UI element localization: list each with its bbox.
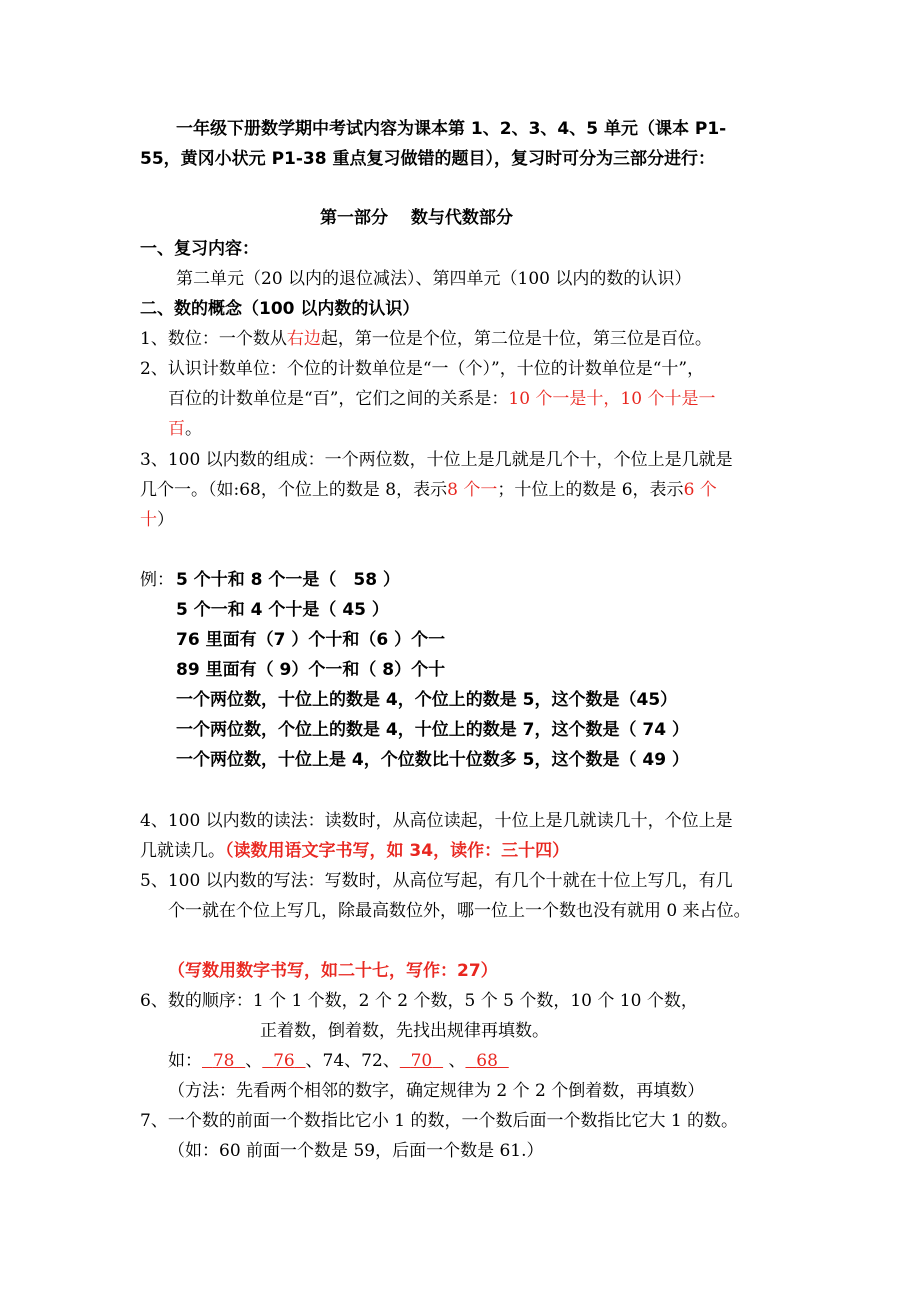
fill-blank: 68 <box>476 1051 498 1071</box>
fill-blank: 70 <box>410 1051 433 1071</box>
point-4-line-1: 4、100 以内数的读法：读数时，从高位读起，十位上是几就读几十，个位上是 <box>140 811 733 831</box>
point-3-line-3: 十） <box>140 510 174 530</box>
example-label: 例： <box>140 570 174 590</box>
point-5-line-1: 5、100 以内数的写法：写数时，从高位写起，有几个十就在十位上写几，有几 <box>140 871 733 891</box>
point-1: 1、数位：一个数从右边起，第一位是个位，第二位是十位，第三位是百位。 <box>140 329 712 349</box>
example-item: 一个两位数，十位上的数是 4，个位上的数是 5，这个数是（45） <box>176 690 678 710</box>
example-item: 76 里面有（7 ）个十和（6 ）个一 <box>176 630 446 650</box>
section-2-heading: 二、数的概念（100 以内数的认识） <box>140 299 420 319</box>
example-item: 一个两位数，个位上的数是 4，十位上的数是 7，这个数是（ 74 ） <box>176 720 689 740</box>
intro-line-2: 55，黄冈小状元 P1-38 重点复习做错的题目），复习时可分为三部分进行： <box>140 149 715 169</box>
point-6-example: 如： 78 、 76 、74、72、 70 、 68 <box>168 1050 509 1072</box>
point-5-line-2: 个一就在个位上写几，除最高数位外，哪一位上一个数也没有就用 0 来占位。 <box>168 901 751 921</box>
point-7-line-2: （如：60 前面一个数是 59，后面一个数是 61.） <box>168 1141 544 1161</box>
example-item: 一个两位数，十位上是 4，个位数比十位数多 5，这个数是（ 49 ） <box>176 750 689 770</box>
intro-line-1: 一年级下册数学期中考试内容为课本第 1、2、3、4、5 单元（课本 P1- <box>176 119 727 139</box>
example-item: 5 个一和 4 个十是（ 45 ） <box>176 600 389 620</box>
point-2-line-1: 2、认识计数单位：个位的计数单位是“一（个）”，十位的计数单位是“十”， <box>140 359 705 379</box>
section-1-heading: 一、复习内容： <box>140 239 259 259</box>
point-6-line-2: 正着数，倒着数，先找出规律再填数。 <box>260 1021 549 1041</box>
point-2-line-2: 百位的计数单位是“百”，它们之间的关系是：10 个一是十，10 个十是一 <box>168 389 716 409</box>
point-5-note: （写数用数字书写，如二十七，写作：27） <box>168 961 498 981</box>
point-2-line-3: 百。 <box>168 419 202 439</box>
point-7-line-1: 7、一个数的前面一个数指比它小 1 的数，一个数后面一个数指比它大 1 的数。 <box>140 1111 739 1131</box>
example-item: 5 个十和 8 个一是（ 58 ） <box>176 570 400 590</box>
example-item: 89 里面有（ 9）个一和（ 8）个十 <box>176 660 446 680</box>
point-6-line-1: 6、数的顺序：1 个 1 个数，2 个 2 个数，5 个 5 个数，10 个 10 个数， <box>140 991 698 1011</box>
point-3-line-2: 几个一。（如:68，个位上的数是 8，表示8 个一；十位上的数是 6，表示6 个 <box>140 480 717 500</box>
section-1-content: 第二单元（20 以内的退位减法）、第四单元（100 以内的数的认识） <box>176 269 692 289</box>
point-4-line-2: 几就读几。（读数用语文字书写，如 34，读作：三十四） <box>140 841 570 861</box>
point-3-line-1: 3、100 以内数的组成：一个两位数，十位上是几就是几个十，个位上是几就是 <box>140 450 733 470</box>
point-6-method: （方法：先看两个相邻的数字，确定规律为 2 个 2 个倒着数，再填数） <box>168 1081 705 1101</box>
fill-blank: 76 <box>273 1051 295 1071</box>
part-title: 第一部分 数与代数部分 <box>320 208 513 228</box>
fill-blank: 78 <box>212 1051 235 1071</box>
